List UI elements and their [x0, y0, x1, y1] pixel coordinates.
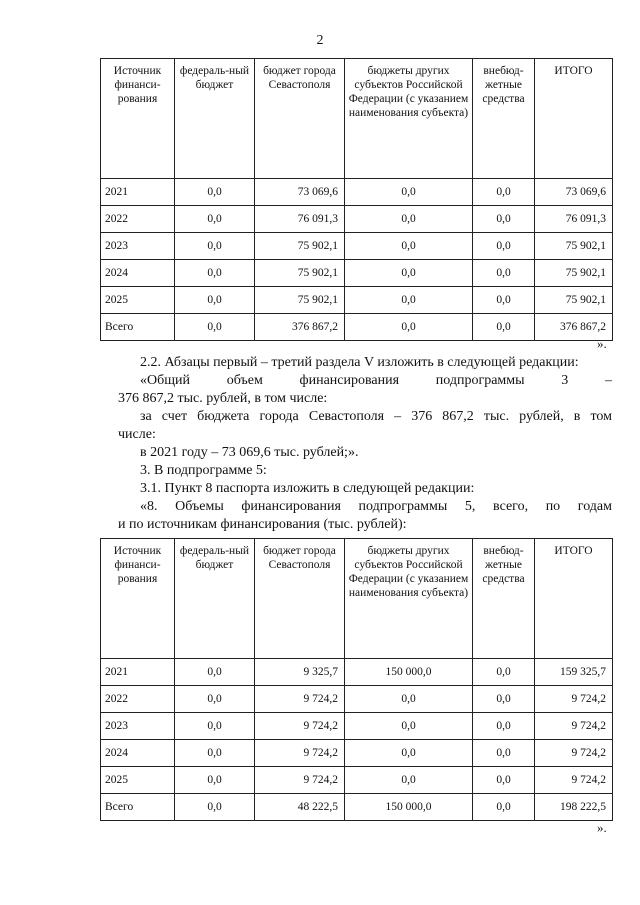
cell-city: 75 902,1 — [255, 260, 345, 287]
cell-extrabudgetary: 0,0 — [473, 713, 535, 740]
cell-city: 9 724,2 — [255, 686, 345, 713]
cell-extrabudgetary: 0,0 — [473, 767, 535, 794]
header-total: ИТОГО — [535, 59, 613, 179]
header-extrabudgetary: внебюд-жетные средства — [473, 539, 535, 659]
cell-other: 0,0 — [345, 233, 473, 260]
cell-total: 75 902,1 — [535, 287, 613, 314]
paragraph-8-line1: «8. Объемы финансирования подпрограммы 5, всего, по годам — [140, 499, 612, 514]
cell-city: 75 902,1 — [255, 287, 345, 314]
cell-city: 75 902,1 — [255, 233, 345, 260]
financing-table-2 — [100, 538, 613, 821]
cell-year: 2023 — [101, 713, 175, 740]
cell-year: 2023 — [101, 233, 175, 260]
cell-federal: 0,0 — [175, 659, 255, 686]
cell-other: 0,0 — [345, 179, 473, 206]
cell-total: 9 724,2 — [535, 713, 613, 740]
cell-other: 0,0 — [345, 740, 473, 767]
cell-total: 76 091,3 — [535, 206, 613, 233]
cell-year: 2022 — [101, 686, 175, 713]
table-row — [101, 179, 613, 206]
cell-other: 150 000,0 — [345, 659, 473, 686]
cell-other: 0,0 — [345, 767, 473, 794]
header-source: Источник финанси-рования — [101, 59, 175, 179]
table-row — [101, 659, 613, 686]
cell-extrabudgetary: 0,0 — [473, 179, 535, 206]
header-other-subjects-budget: бюджеты других субъектов Российской Федерации (с указанием наименования субъекта) — [345, 539, 473, 659]
cell-year: 2022 — [101, 206, 175, 233]
cell-city: 9 325,7 — [255, 659, 345, 686]
cell-extrabudgetary: 0,0 — [473, 659, 535, 686]
cell-federal: 0,0 — [175, 767, 255, 794]
cell-total: 9 724,2 — [535, 686, 613, 713]
cell-year: Всего — [101, 794, 175, 821]
cell-year: 2025 — [101, 287, 175, 314]
cell-city: 9 724,2 — [255, 740, 345, 767]
cell-federal: 0,0 — [175, 260, 255, 287]
header-city-budget: бюджет города Севастополя — [255, 539, 345, 659]
paragraph-city-budget-line1: за счет бюджета города Севастополя – 376 867,2 тыс. рублей, в том — [140, 409, 612, 424]
header-total: ИТОГО — [535, 539, 613, 659]
cell-extrabudgetary: 0,0 — [473, 686, 535, 713]
header-extrabudgetary: внебюд-жетные средства — [473, 59, 535, 179]
cell-year: 2021 — [101, 179, 175, 206]
cell-total: 75 902,1 — [535, 260, 613, 287]
cell-extrabudgetary: 0,0 — [473, 740, 535, 767]
cell-other: 0,0 — [345, 314, 473, 341]
cell-federal: 0,0 — [175, 206, 255, 233]
cell-city: 9 724,2 — [255, 767, 345, 794]
table-header-row — [101, 539, 613, 659]
cell-city: 73 069,6 — [255, 179, 345, 206]
cell-other: 150 000,0 — [345, 794, 473, 821]
cell-federal: 0,0 — [175, 794, 255, 821]
table-row — [101, 233, 613, 260]
table-row — [101, 206, 613, 233]
closing-quote-1: ». — [597, 336, 607, 351]
paragraph-2-2: 2.2. Абзацы первый – третий раздела V изложить в следующей редакции: — [140, 355, 579, 370]
cell-federal: 0,0 — [175, 686, 255, 713]
cell-extrabudgetary: 0,0 — [473, 206, 535, 233]
paragraph-city-budget-line2: числе: — [118, 427, 156, 442]
cell-federal: 0,0 — [175, 287, 255, 314]
cell-year: Всего — [101, 314, 175, 341]
closing-quote-2: ». — [597, 820, 607, 835]
paragraph-3: 3. В подпрограмме 5: — [140, 463, 267, 478]
table-row — [101, 686, 613, 713]
paragraph-total-line1: «Общий объем финансирования подпрограммы 3 – — [140, 373, 612, 388]
cell-federal: 0,0 — [175, 740, 255, 767]
cell-extrabudgetary: 0,0 — [473, 260, 535, 287]
header-other-subjects-budget: бюджеты других субъектов Российской Федерации (с указанием наименования субъекта) — [345, 59, 473, 179]
paragraph-3-1: 3.1. Пункт 8 паспорта изложить в следующей редакции: — [140, 481, 475, 496]
table-row — [101, 767, 613, 794]
table-row — [101, 713, 613, 740]
header-city-budget: бюджет города Севастополя — [255, 59, 345, 179]
cell-year: 2021 — [101, 659, 175, 686]
cell-extrabudgetary: 0,0 — [473, 314, 535, 341]
page-number: 2 — [316, 33, 324, 48]
table-row — [101, 740, 613, 767]
cell-total: 159 325,7 — [535, 659, 613, 686]
cell-other: 0,0 — [345, 260, 473, 287]
cell-total: 376 867,2 — [535, 314, 613, 341]
table-row — [101, 260, 613, 287]
paragraph-8-line2: и по источникам финансирования (тыс. рублей): — [118, 517, 407, 532]
cell-extrabudgetary: 0,0 — [473, 233, 535, 260]
header-federal-budget: федераль-ный бюджет — [175, 59, 255, 179]
cell-year: 2024 — [101, 260, 175, 287]
cell-other: 0,0 — [345, 206, 473, 233]
header-source: Источник финанси-рования — [101, 539, 175, 659]
cell-other: 0,0 — [345, 287, 473, 314]
paragraph-2021: в 2021 году – 73 069,6 тыс. рублей;». — [140, 445, 359, 460]
cell-year: 2025 — [101, 767, 175, 794]
cell-year: 2024 — [101, 740, 175, 767]
cell-city: 9 724,2 — [255, 713, 345, 740]
cell-federal: 0,0 — [175, 179, 255, 206]
cell-other: 0,0 — [345, 713, 473, 740]
cell-total: 75 902,1 — [535, 233, 613, 260]
table-row — [101, 287, 613, 314]
cell-city: 376 867,2 — [255, 314, 345, 341]
cell-total: 198 222,5 — [535, 794, 613, 821]
cell-extrabudgetary: 0,0 — [473, 794, 535, 821]
table-row-total — [101, 314, 613, 341]
cell-other: 0,0 — [345, 686, 473, 713]
financing-table-1 — [100, 58, 613, 341]
cell-federal: 0,0 — [175, 233, 255, 260]
cell-federal: 0,0 — [175, 314, 255, 341]
cell-federal: 0,0 — [175, 713, 255, 740]
table-row-total — [101, 794, 613, 821]
cell-city: 76 091,3 — [255, 206, 345, 233]
cell-total: 73 069,6 — [535, 179, 613, 206]
cell-total: 9 724,2 — [535, 767, 613, 794]
cell-city: 48 222,5 — [255, 794, 345, 821]
table-header-row — [101, 59, 613, 179]
paragraph-total-line2: 376 867,2 тыс. рублей, в том числе: — [118, 391, 328, 406]
header-federal-budget: федераль-ный бюджет — [175, 539, 255, 659]
cell-extrabudgetary: 0,0 — [473, 287, 535, 314]
cell-total: 9 724,2 — [535, 740, 613, 767]
